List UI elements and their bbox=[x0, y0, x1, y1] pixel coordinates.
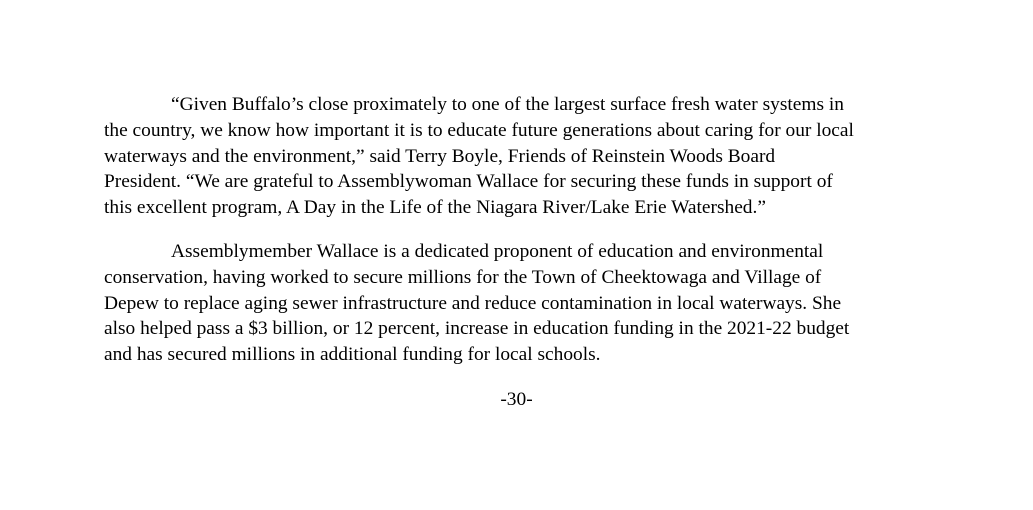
paragraph-line: Assemblymember Wallace is a dedicated proponent of education and environmental bbox=[171, 241, 824, 262]
biography-paragraph bbox=[104, 239, 924, 368]
paragraph-line: waterways and the environment,” said Terry Boyle, Friends of Reinstein Woods Board bbox=[104, 145, 776, 167]
paragraph-line: conservation, having worked to secure millions for the Town of Cheektowaga and Village of bbox=[104, 266, 822, 288]
quote-paragraph bbox=[104, 92, 924, 221]
paragraph-line: Depew to replace aging sewer infrastructure and reduce contamination in local waterways. She bbox=[104, 292, 842, 314]
paragraph-line: “Given Buffalo’s close proximately to one of the largest surface fresh water systems in bbox=[171, 94, 844, 115]
paragraph-line: this excellent program, A Day in the Life of the Niagara River/Lake Erie Watershed.” bbox=[104, 197, 766, 219]
paragraph-line: also helped pass a $3 billion, or 12 percent, increase in education funding in the 2021-22 budget bbox=[104, 318, 850, 340]
paragraph-line: and has secured millions in additional funding for local schools. bbox=[104, 344, 601, 366]
end-of-release-marker: -30- bbox=[500, 389, 533, 410]
paragraph-line: the country, we know how important it is to educate future generations about caring for our local bbox=[104, 119, 854, 141]
paragraph-line: President. “We are grateful to Assemblywoman Wallace for securing these funds in support of bbox=[104, 171, 833, 193]
